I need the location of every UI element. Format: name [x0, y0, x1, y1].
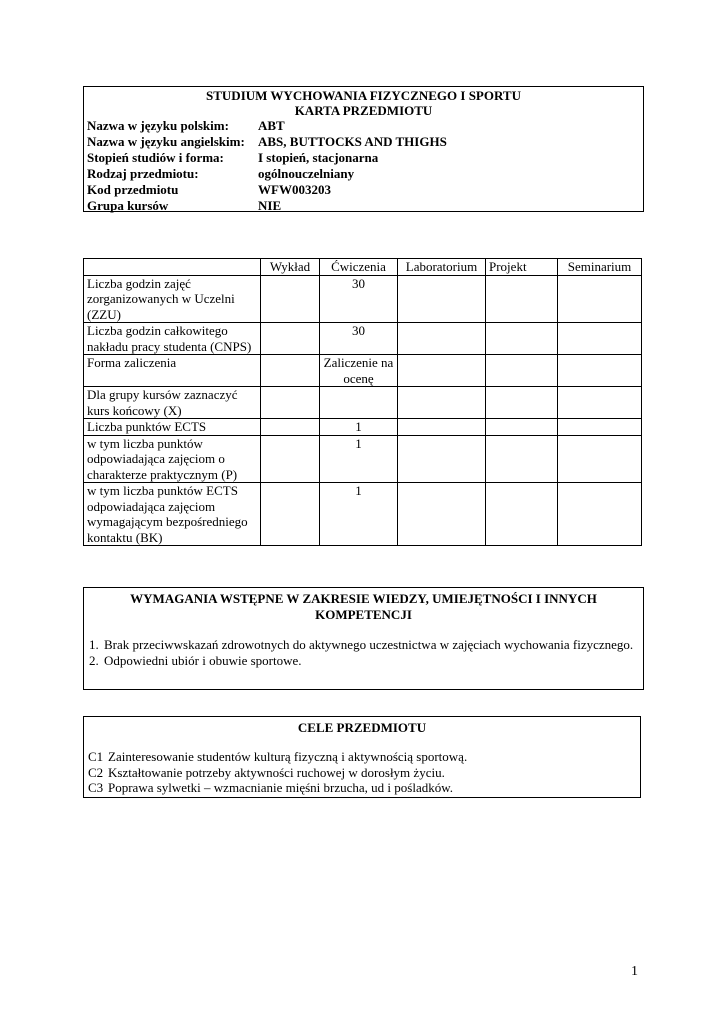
table-cell	[558, 419, 642, 436]
goal-code: C1	[88, 749, 104, 764]
list-item: 1. Brak przeciwwskazań zdrowotnych do aktywnego uczestnictwa w zajęciach wychowania fizycznego.	[102, 637, 639, 653]
goal-code: C2	[88, 764, 104, 780]
list-item	[88, 780, 636, 796]
table-header-row	[84, 259, 642, 276]
table-cell: Zaliczenie na ocenę	[320, 355, 398, 387]
table-cell	[558, 435, 642, 483]
table-cell	[486, 419, 558, 436]
goal-text: Poprawa sylwetki – wzmacnianie mięśni brzucha, ud i pośladków.	[108, 780, 454, 795]
field-value: NIE	[258, 198, 282, 213]
goal-text: Zainteresowanie studentów kulturą fizyczną i aktywnością sportową.	[108, 749, 468, 764]
column-header: Laboratorium	[398, 259, 486, 276]
table-cell	[558, 483, 642, 546]
table-cell	[261, 323, 320, 355]
table-cell	[486, 275, 558, 323]
field-course-group	[87, 198, 640, 214]
course-header-box	[83, 86, 644, 212]
table-cell	[261, 483, 320, 546]
field-english-name	[87, 134, 640, 150]
row-label: w tym liczba punktów ECTS odpowiadająca zajęciom wymagającym bezpośredniego kontaktu (BK)	[84, 483, 261, 546]
field-label: Nazwa w języku angielskim:	[87, 134, 245, 149]
field-polish-name	[87, 118, 640, 134]
requirements-title: WYMAGANIA WSTĘPNE W ZAKRESIE WIEDZY, UMIEJĘTNOŚCI I INNYCH KOMPETENCJI	[130, 591, 597, 622]
field-value: I stopień, stacjonarna	[258, 150, 379, 165]
card-title: KARTA PRZEDMIOTU	[294, 103, 433, 118]
field-course-code	[87, 182, 640, 198]
field-course-type	[87, 166, 640, 182]
hours-table	[83, 258, 642, 546]
table-cell	[486, 483, 558, 546]
table-cell: 30	[320, 275, 398, 323]
table-cell: 1	[320, 435, 398, 483]
table-cell	[320, 387, 398, 419]
row-label: w tym liczba punktów odpowiadająca zajęciom o charakterze praktycznym (P)	[84, 435, 261, 483]
goals-section	[83, 716, 641, 798]
field-label: Nazwa w języku polskim:	[87, 118, 229, 133]
table-cell	[398, 387, 486, 419]
table-cell	[486, 435, 558, 483]
field-value: ABT	[258, 118, 285, 133]
column-header: Ćwiczenia	[320, 259, 398, 276]
requirements-list	[88, 637, 639, 669]
row-label: Liczba punktów ECTS	[84, 419, 261, 436]
field-label: Rodzaj przedmiotu:	[87, 166, 199, 181]
table-cell	[261, 387, 320, 419]
row-label: Liczba godzin zajęć zorganizowanych w Uczelni (ZZU)	[84, 275, 261, 323]
table-row	[84, 323, 642, 355]
goals-title: CELE PRZEDMIOTU	[297, 720, 427, 735]
table-cell	[398, 355, 486, 387]
column-header: Seminarium	[558, 259, 642, 276]
field-label: Grupa kursów	[87, 198, 169, 213]
page-number: 1	[631, 964, 638, 979]
table-cell	[486, 355, 558, 387]
table-cell	[398, 435, 486, 483]
goals-list	[88, 749, 636, 796]
goal-code: C3	[88, 780, 104, 795]
column-header: Wykład	[261, 259, 320, 276]
table-cell	[486, 323, 558, 355]
column-header	[84, 259, 261, 276]
field-value: ogólnouczelniany	[258, 166, 355, 181]
field-label: Kod przedmiotu	[87, 182, 179, 197]
table-cell	[398, 275, 486, 323]
table-cell: 30	[320, 323, 398, 355]
field-value: WFW003203	[258, 182, 331, 197]
table-cell	[398, 483, 486, 546]
table-cell	[261, 355, 320, 387]
table-cell	[558, 355, 642, 387]
table-cell	[558, 387, 642, 419]
table-row	[84, 355, 642, 387]
table-cell	[558, 275, 642, 323]
row-label: Liczba godzin całkowitego nakładu pracy studenta (CNPS)	[84, 323, 261, 355]
table-cell	[261, 419, 320, 436]
table-cell: 1	[320, 419, 398, 436]
table-row	[84, 435, 642, 483]
table-cell	[261, 435, 320, 483]
list-item	[88, 765, 636, 781]
column-header: Projekt	[486, 259, 558, 276]
field-value: ABS, BUTTOCKS AND THIGHS	[258, 134, 447, 149]
table-cell	[398, 419, 486, 436]
list-item: 2. Odpowiedni ubiór i obuwie sportowe.	[102, 653, 639, 669]
table-cell: 1	[320, 483, 398, 546]
row-label: Dla grupy kursów zaznaczyć kurs końcowy (X)	[84, 387, 261, 419]
table-cell	[486, 387, 558, 419]
row-label: Forma zaliczenia	[84, 355, 261, 387]
field-label: Stopień studiów i forma:	[87, 150, 224, 165]
table-cell	[261, 275, 320, 323]
table-cell	[558, 323, 642, 355]
table-cell	[398, 323, 486, 355]
field-study-level	[87, 150, 640, 166]
study-title: STUDIUM WYCHOWANIA FIZYCZNEGO I SPORTU	[206, 88, 521, 103]
table-row	[84, 275, 642, 323]
table-row	[84, 483, 642, 546]
table-row	[84, 419, 642, 436]
table-row	[84, 387, 642, 419]
list-item	[88, 749, 636, 765]
requirements-section	[83, 587, 644, 690]
goal-text: Kształtowanie potrzeby aktywności ruchowej w dorosłym życiu.	[108, 764, 445, 780]
